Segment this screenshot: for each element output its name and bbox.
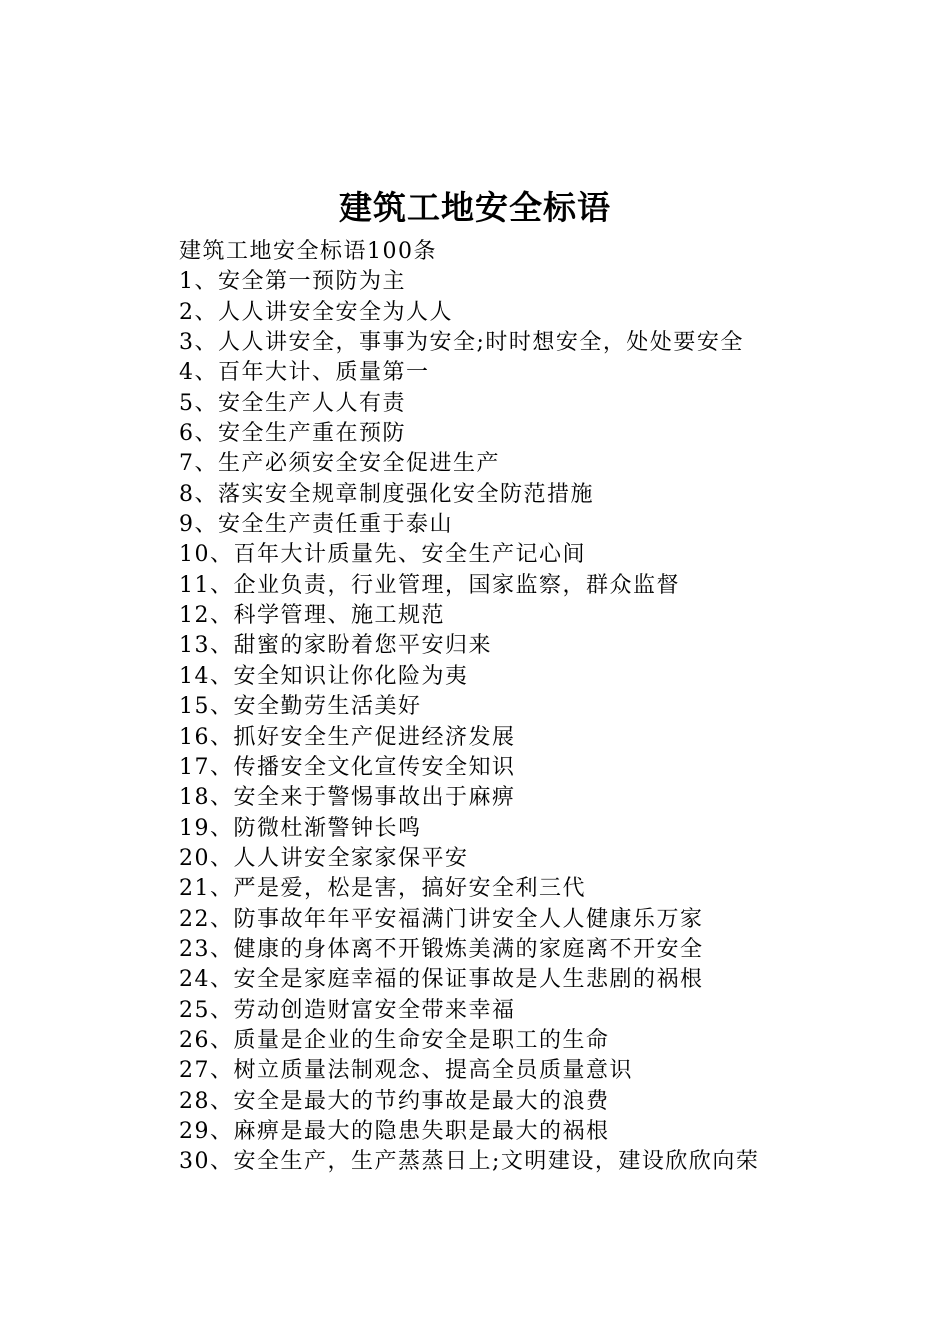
list-item: 5、安全生产人人有责 — [179, 390, 406, 416]
list-item: 28、安全是最大的节约事故是最大的浪费 — [179, 1088, 610, 1114]
list-item: 4、百年大计、质量第一 — [179, 360, 430, 386]
list-item: 3、人人讲安全，事事为安全;时时想安全，处处要安全 — [179, 330, 744, 356]
list-item: 1、安全第一预防为主 — [179, 269, 406, 295]
list-item: 14、安全知识让你化险为夷 — [179, 663, 469, 689]
list-item: 10、百年大计质量先、安全生产记心间 — [179, 542, 586, 568]
list-item: 25、劳动创造财富安全带来幸福 — [179, 997, 516, 1023]
list-item: 19、防微杜渐警钟长鸣 — [179, 815, 422, 841]
list-item: 20、人人讲安全家家保平安 — [179, 845, 469, 871]
list-item: 27、树立质量法制观念、提高全员质量意识 — [179, 1058, 633, 1084]
list-item: 9、安全生产责任重于泰山 — [179, 512, 453, 538]
list-item: 7、生产必须安全安全促进生产 — [179, 451, 500, 477]
list-item: 26、质量是企业的生命安全是职工的生命 — [179, 1027, 610, 1053]
list-item: 24、安全是家庭幸福的保证事故是人生悲剧的祸根 — [179, 967, 704, 993]
list-item: 8、落实安全规章制度强化安全防范措施 — [179, 481, 594, 507]
list-item: 16、抓好安全生产促进经济发展 — [179, 724, 516, 750]
list-item: 21、严是爱，松是害，搞好安全利三代 — [179, 876, 586, 902]
list-subtitle: 建筑工地安全标语100条 — [179, 239, 437, 264]
list-item: 18、安全来于警惕事故出于麻痹 — [179, 785, 516, 811]
list-item: 11、企业负责，行业管理，国家监察，群众监督 — [179, 572, 680, 598]
list-item: 22、防事故年年平安福满门讲安全人人健康乐万家 — [179, 906, 704, 932]
list-item: 29、麻痹是最大的隐患失职是最大的祸根 — [179, 1118, 610, 1144]
list-item: 17、传播安全文化宣传安全知识 — [179, 754, 516, 780]
list-item: 30、安全生产，生产蒸蒸日上;文明建设，建设欣欣向荣 — [179, 1149, 760, 1175]
list-item: 6、安全生产重在预防 — [179, 421, 406, 447]
list-item: 13、甜蜜的家盼着您平安归来 — [179, 633, 492, 659]
list-item: 2、人人讲安全安全为人人 — [179, 299, 453, 325]
list-item: 12、科学管理、施工规范 — [179, 603, 445, 629]
list-item: 23、健康的身体离不开锻炼美满的家庭离不开安全 — [179, 936, 704, 962]
list-item: 15、安全勤劳生活美好 — [179, 694, 422, 720]
slogan-list — [179, 237, 879, 1178]
page-title: 建筑工地安全标语 — [339, 188, 611, 227]
